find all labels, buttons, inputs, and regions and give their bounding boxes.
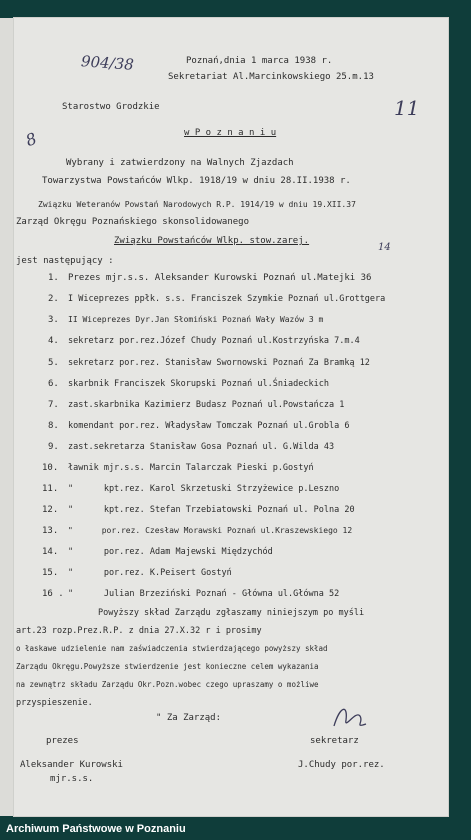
intro-line-2: Towarzystwa Powstańców Wlkp. 1918/19 w dniu 28.II.1938 r. — [42, 176, 351, 186]
closing-line-5: na zewnątrz składu Zarządu Okr.Pozn.wobec czego upraszamy o możliwe — [16, 680, 319, 689]
signature-left-name: Aleksander Kurowski — [20, 760, 123, 770]
member-number: 6. — [48, 379, 59, 389]
handwritten-14: 14 — [378, 242, 391, 253]
document-page — [14, 18, 448, 816]
member-number: 7. — [48, 400, 59, 410]
member-number: 15. — [42, 568, 59, 578]
intro-line-1: Wybrany i zatwierdzony na Walnych Zjazdach — [66, 158, 294, 168]
member-number: 12. — [42, 505, 59, 515]
member-entry: komendant por.rez. Władysław Tomczak Poznań ul.Grobla 6 — [68, 421, 350, 431]
member-number: 10. — [42, 463, 59, 473]
member-entry: II Wiceprezes Dyr.Jan Słomiński Poznań Wały Wazów 3 m — [68, 315, 324, 324]
intro-line-5: Związku Powstańców Wlkp. stow.zarej. — [114, 236, 310, 246]
member-entry: Prezes mjr.s.s. Aleksander Kurowski Poznań ul.Matejki 36 — [68, 273, 372, 283]
member-number: 16 . — [42, 589, 64, 599]
page-edge — [0, 18, 15, 816]
member-number: 5. — [48, 358, 59, 368]
handwritten-page-number: 11 — [394, 96, 420, 120]
member-entry: " por.rez. Czesław Morawski Poznań ul.Kraszewskiego 12 — [68, 526, 353, 535]
member-number: 1. — [48, 273, 59, 283]
member-entry: " kpt.rez. Stefan Trzebiatowski Poznań ul. Polna 20 — [68, 505, 355, 515]
closing-line-2: art.23 rozp.Prez.R.P. z dnia 27.X.32 r i prosimy — [16, 626, 262, 636]
signoff: " Za Zarząd: — [156, 713, 222, 723]
intro-line-6: jest następujący : — [16, 256, 114, 266]
signature-right-title: sekretarz — [310, 736, 359, 746]
signature-scribble — [330, 702, 370, 734]
intro-line-4: Zarząd Okręgu Poznańskiego skonsolidowanego — [16, 217, 249, 227]
member-number: 4. — [48, 336, 59, 346]
signature-left-title: prezes — [46, 736, 79, 746]
addressee: Starostwo Grodzkie — [62, 102, 160, 112]
addressee-city: w P o z n a n i u — [184, 128, 277, 138]
signature-left-rank: mjr.s.s. — [50, 774, 94, 784]
closing-line-4: Zarządu Okręgu.Powyższe stwierdzenie jest konieczne celem wykazania — [16, 662, 319, 671]
closing-line-6: przyspieszenie. — [16, 698, 93, 708]
member-entry: zast.sekretarza Stanisław Gosa Poznań ul. G.Wilda 43 — [68, 442, 335, 452]
member-entry: skarbnik Franciszek Skorupski Poznań ul.Śniadeckich — [68, 379, 329, 389]
member-number: 13. — [42, 526, 59, 536]
closing-line-3: o łaskawe udzielenie nam zaświadczenia stwierdzającego powyższy skład — [16, 644, 328, 653]
header-city-date: Poznań,dnia 1 marca 1938 r. — [186, 56, 333, 66]
archive-footer — [0, 818, 471, 840]
member-entry: sekretarz por.rez. Stanisław Swornowski Poznań Za Bramką 12 — [68, 358, 370, 368]
member-number: 8. — [48, 421, 59, 431]
member-entry: ławnik mjr.s.s. Marcin Talarczak Pieski p.Gostyń — [68, 463, 314, 473]
member-entry: " Julian Brzeziński Poznań - Główna ul.Główna 52 — [68, 589, 340, 599]
member-number: 11. — [42, 484, 59, 494]
member-entry: " por.rez. K.Peisert Gostyń — [68, 568, 232, 578]
member-number: 2. — [48, 294, 59, 304]
member-entry: " por.rez. Adam Majewski Międzychód — [68, 547, 273, 557]
header-secretariat: Sekretariat Al.Marcinkowskiego 25.m.13 — [168, 72, 374, 82]
member-entry: " kpt.rez. Karol Skrzetuski Strzyżewice p.Leszno — [68, 484, 340, 494]
intro-line-3: Związku Weteranów Powstań Narodowych R.P. 1914/19 w dniu 19.XII.37 — [38, 200, 356, 209]
member-entry: sekretarz por.rez.Józef Chudy Poznań ul.Kostrzyńska 7.m.4 — [68, 336, 360, 346]
member-number: 14. — [42, 547, 59, 557]
signature-right-name: J.Chudy por.rez. — [298, 760, 385, 770]
member-entry: zast.skarbnika Kazimierz Budasz Poznań ul.Powstańcza 1 — [68, 400, 345, 410]
handwritten-reference: 904/38 — [80, 52, 135, 74]
archive-name: Archiwum Państwowe w Poznaniu — [6, 823, 186, 835]
closing-line-1: Powyższy skład Zarządu zgłaszamy niniejszym po myśli — [98, 608, 365, 618]
member-number: 3. — [48, 315, 59, 325]
member-entry: I Wiceprezes ppłk. s.s. Franciszek Szymkie Poznań ul.Grottgera — [68, 294, 386, 304]
member-number: 9. — [48, 442, 59, 452]
handwritten-margin-note: 8 — [23, 128, 40, 151]
